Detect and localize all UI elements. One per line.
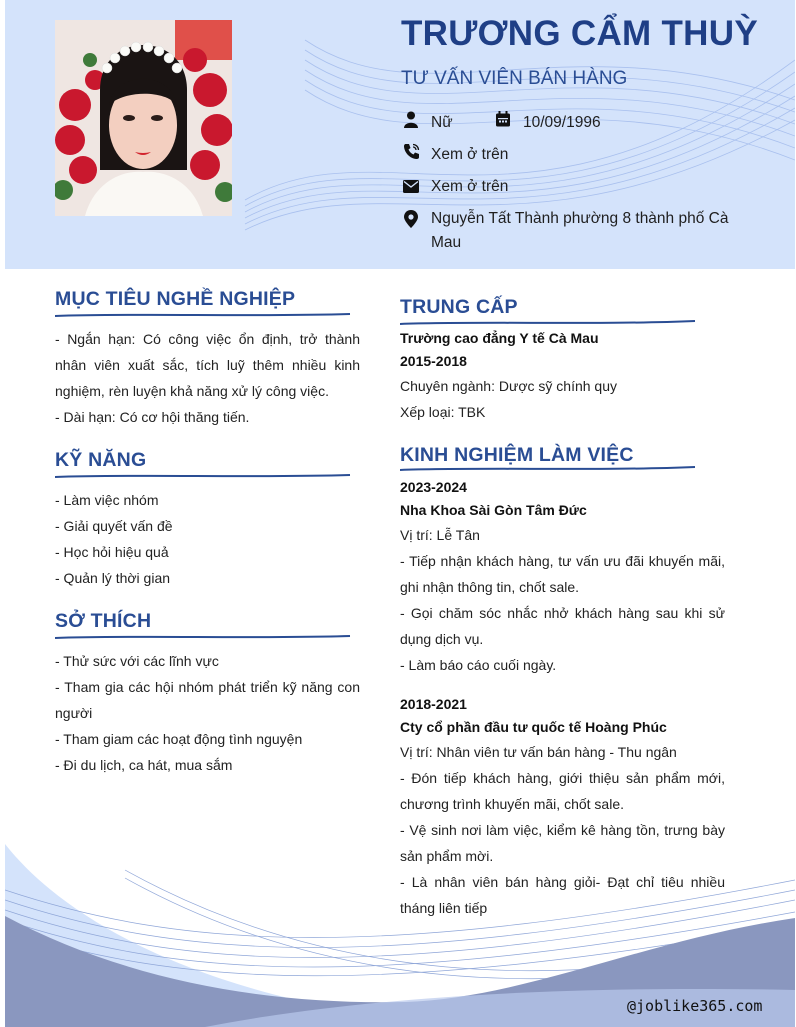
objective-long-term: - Dài hạn: Có cơ hội thăng tiến. <box>55 409 250 425</box>
job-title: TƯ VẤN VIÊN BÁN HÀNG <box>401 68 628 89</box>
profile-photo <box>55 20 232 216</box>
job-task: - Làm báo cáo cuối ngày. <box>400 657 557 673</box>
list-item: - Đi du lịch, ca hát, mua sắm <box>55 757 233 773</box>
job-task: - Đón tiếp khách hàng, giới thiệu sản phẩm mới, chương trình khuyến mãi, chốt sale. <box>400 770 725 812</box>
user-icon <box>401 111 421 131</box>
envelope-icon <box>401 175 421 195</box>
education-heading: TRUNG CẤP <box>400 296 518 318</box>
experience-underline <box>400 465 700 473</box>
list-item: - Quản lý thời gian <box>55 570 171 586</box>
list-item: - Học hỏi hiệu quả <box>55 544 169 560</box>
cv-page <box>5 0 795 1027</box>
skills-heading: KỸ NĂNG <box>55 449 147 471</box>
gender-value: Nữ <box>431 114 453 131</box>
school-name: Trường cao đẳng Y tế Cà Mau <box>400 330 599 346</box>
skills-underline <box>55 472 355 480</box>
list-item: - Giải quyết vấn đề <box>55 518 173 534</box>
list-item: - Tham gia các hội nhóm phát triển kỹ năng con người <box>55 679 360 721</box>
address-value: Nguyễn Tất Thành phường 8 thành phố Cà Mau <box>431 210 729 251</box>
education-underline <box>400 319 700 327</box>
education-major: Chuyên ngành: Dược sỹ chính quy <box>400 378 618 394</box>
candidate-name: TRƯƠNG CẨM THUỲ <box>401 14 758 53</box>
hobbies-underline <box>55 633 355 641</box>
phone-value[interactable]: Xem ở trên <box>431 146 509 163</box>
email-value[interactable]: Xem ở trên <box>431 178 509 195</box>
experience-heading: KINH NGHIỆM LÀM VIỆC <box>400 444 634 466</box>
job-task: - Gọi chăm sóc nhắc nhở khách hàng sau khi sử dụng dịch vụ. <box>400 605 725 647</box>
objective-text <box>55 326 360 430</box>
job-1 <box>400 476 725 678</box>
map-pin-icon <box>401 207 421 227</box>
calendar-icon <box>493 111 513 131</box>
hobbies-list <box>55 648 360 778</box>
footer-handle[interactable]: @joblike365.com <box>627 997 763 1015</box>
hobbies-heading: SỞ THÍCH <box>55 610 152 632</box>
objective-heading: MỤC TIÊU NGHỀ NGHIỆP <box>55 288 296 310</box>
job-task: - Là nhân viên bán hàng giỏi- Đạt chỉ tiêu nhiều tháng liên tiếp <box>400 874 725 916</box>
education-years: 2015-2018 <box>400 353 467 369</box>
objective-short-term: - Ngắn hạn: Có công việc ổn định, trở thành nhân viên xuất sắc, tích luỹ thêm nhiều kinh nghiệm, rèn luyện khả năng xử lý công việc. <box>55 331 360 399</box>
job-task: - Tiếp nhận khách hàng, tư vấn ưu đãi khuyến mãi, ghi nhận thông tin, chốt sale. <box>400 553 725 595</box>
job-years: 2018-2021 <box>400 696 467 712</box>
list-item: - Làm việc nhóm <box>55 492 159 508</box>
phone-row <box>401 143 737 167</box>
education-grade: Xếp loại: TBK <box>400 404 486 420</box>
phone-icon <box>401 143 421 163</box>
skills-list <box>55 487 360 591</box>
list-item: - Thử sức với các lĩnh vực <box>55 653 219 669</box>
job-company: Nha Khoa Sài Gòn Tâm Đức <box>400 502 587 518</box>
job-position: Vị trí: Lễ Tân <box>400 527 480 543</box>
job-company: Cty cổ phần đầu tư quốc tế Hoàng Phúc <box>400 719 667 735</box>
email-row <box>401 175 737 199</box>
job-position: Vị trí: Nhân viên tư vấn bán hàng - Thu ngân <box>400 744 677 760</box>
address-row <box>401 207 737 255</box>
objective-underline <box>55 311 355 319</box>
birthdate-value: 10/09/1996 <box>523 114 601 131</box>
job-years: 2023-2024 <box>400 479 467 495</box>
list-item: - Tham giam các hoạt động tình nguyện <box>55 731 303 747</box>
education-block <box>400 327 725 425</box>
gender-row <box>401 111 673 135</box>
job-task: - Vệ sinh nơi làm việc, kiểm kê hàng tồn, trưng bày sản phẩm mời. <box>400 822 725 864</box>
